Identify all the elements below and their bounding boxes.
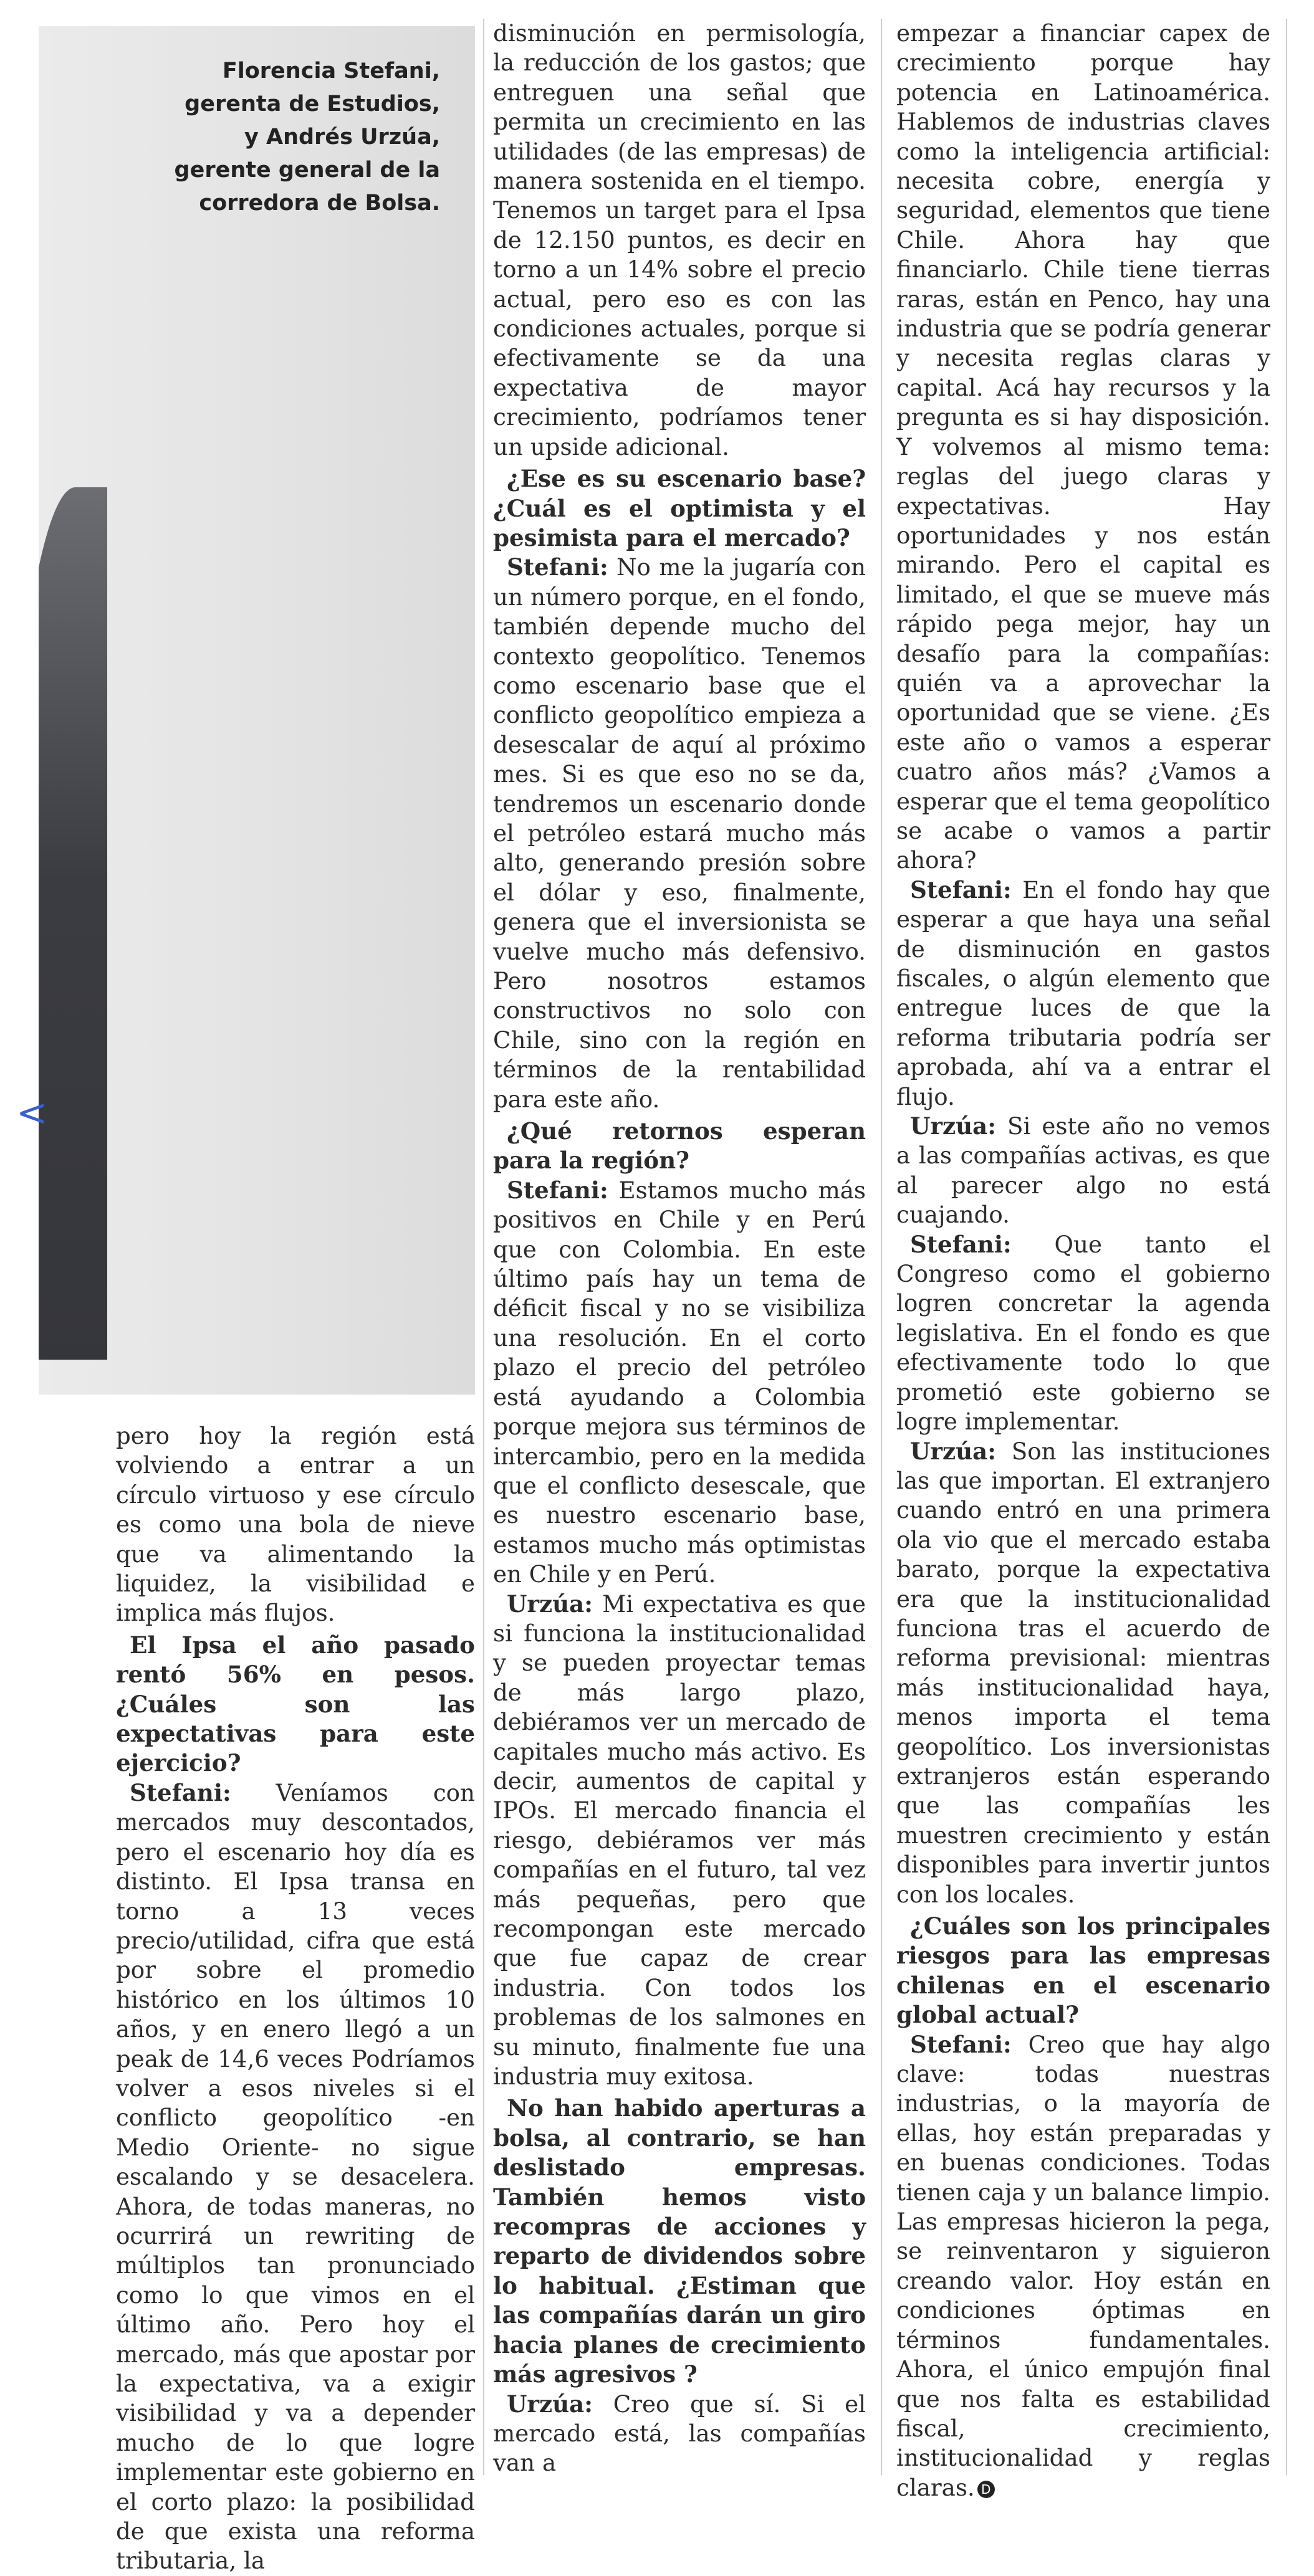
- speaker-name: Stefani:: [910, 875, 1012, 904]
- photo-suit-silhouette: [39, 487, 107, 1360]
- paragraph: empezar a financiar capex de crecimiento porque hay potencia en Latinoamérica. Hablemos de industrias claves como la inteligencia artificial: necesita cobre, energía y seguridad, elementos que tiene Chile. Ahora hay que financiarlo. Chile tiene tierras raras, están en Penco, hay una industria que se podría generar y necesita reglas claras y capital. Acá hay recursos y la pregunta es si hay disposición. Y volvemos al mismo tema: reglas del juego claras y expectativas. Hay oportunidades y nos están mirando. Pero el capital es limitado, el que se mueve más rápido pega mejor, hay un desafío para la compañías: quién va a aprovechar la oportunidad que se viene. ¿Es este año o vamos a esperar cuatro años más? ¿Vamos a esperar que el tema geopolítico se acabe o vamos a partir ahora?: [896, 19, 1270, 874]
- answer-text: Estamos mucho más positivos en Chile y en Perú que con Colombia. En este último país hay un tema de déficit fiscal y no se visibiliza una resolución. En el corto plazo el precio del petróleo está ayudando a Colombia porque mejora sus términos de intercambio, pero en la medida que el conflicto desescale, que es nuestro escenario base, estamos mucho más optimistas en Chile y en Perú.: [493, 1176, 866, 1588]
- interview-question: ¿Cuáles son los principales riesgos para las empresas chilenas en el escenario global actual?: [896, 1912, 1270, 2029]
- interview-answer: [493, 1590, 866, 2092]
- interview-answer: [896, 2030, 1270, 2503]
- interview-question: ¿Qué retornos esperan para la región?: [493, 1117, 866, 1175]
- column-divider: [1286, 19, 1287, 2475]
- speaker-name: Urzúa:: [507, 2390, 593, 2418]
- speaker-name: Urzúa:: [910, 1112, 997, 1140]
- previous-page-arrow-icon[interactable]: <: [16, 1091, 48, 1135]
- end-of-article-icon: D: [977, 2481, 995, 2498]
- answer-text: En el fondo hay que esperar a que haya una señal de disminución en gastos fiscales, o algún elemento que entregue luces de que la reforma tributaria podría ser aprobada, ahí va a entrar el flujo.: [896, 875, 1270, 1110]
- interview-answer: [896, 875, 1270, 1112]
- article-column-1: [116, 1421, 475, 2576]
- interview-question: No han habido aperturas a bolsa, al contrario, se han deslistado empresas. También hemos visto recompras de acciones y reparto de dividendos sobre lo habitual. ¿Estiman que las compañías darán un giro hacia planes de crecimiento más agresivos ?: [493, 2094, 866, 2388]
- interview-answer: [896, 1230, 1270, 1437]
- speaker-name: Urzúa:: [910, 1437, 997, 1465]
- column-divider: [881, 19, 882, 2475]
- paragraph: pero hoy la región está volviendo a entrar a un círculo virtuoso y ese círculo es como una bola de nieve que va alimentando la liquidez, la visibilidad e implica más flujos.: [116, 1422, 475, 1627]
- answer-text: Si este año no vemos a las compañías activas, es que al parecer algo no está cuajando.: [896, 1112, 1270, 1229]
- answer-text: Mi expectativa es que si funciona la institucionalidad y se pueden proyectar temas de más largo plazo, debiéramos ver un mercado de capitales mucho más activo. Es decir, aumentos de capital y IPOs. El mercado financia el riesgo, debiéramos ver más compañías en el futuro, tal vez más pequeñas, pero que recompongan este mercado que fue capaz de crear industria. Con todos los problemas de los salmones en su minuto, finalmente fue una industria muy exitosa.: [493, 1590, 866, 2091]
- interview-answer: [896, 1437, 1270, 1910]
- article-column-2: [493, 19, 866, 2478]
- speaker-name: Stefani:: [507, 1176, 608, 1204]
- interview-answer: [896, 1112, 1270, 1230]
- interview-question: ¿Ese es su escenario base? ¿Cuál es el optimista y el pesimista para el mercado?: [493, 465, 866, 551]
- interview-answer: [493, 1176, 866, 1590]
- speaker-name: Stefani:: [910, 1230, 1012, 1258]
- answer-text: Que tanto el Congreso como el gobierno logren concretar la agenda legislativa. En el fondo es que efectivamente todo lo que prometió este gobierno se logre implementar.: [896, 1230, 1270, 1436]
- speaker-name: Stefani:: [910, 2030, 1012, 2058]
- speaker-name: Stefani:: [507, 553, 608, 581]
- speaker-name: Urzúa:: [507, 1590, 593, 1618]
- interview-answer: [116, 1778, 475, 2576]
- interview-answer: [493, 553, 866, 1114]
- paragraph: disminución en permisología, la reducción de los gastos; que entreguen una señal que permita un crecimiento en las utilidades (de las empresas) de manera sostenida en el tiempo. Tenemos un target para el Ipsa de 12.150 puntos, es decir en torno a un 14% sobre el precio actual, pero eso es con las condiciones actuales, porque si efectivamente se da una expectativa de mayor crecimiento, podríamos tener un upside adicional.: [493, 19, 866, 460]
- article-column-3: [896, 19, 1270, 2502]
- answer-text: No me la jugaría con un número porque, en el fondo, también depende mucho del contexto geopolítico. Tenemos como escenario base que el conflicto geopolítico empieza a desescalar de aquí al próximo mes. Si es que eso no se da, tendremos un escenario donde el petróleo estará mucho más alto, generando presión sobre el dólar y eso, finalmente, genera que el inversionista se vuelve mucho más defensivo. Pero nosotros estamos constructivos no solo con Chile, sino con la región en términos de la rentabilidad para este año.: [493, 553, 866, 1113]
- interview-answer: [493, 2390, 866, 2478]
- article-photo: [39, 26, 475, 1395]
- answer-text: Son las instituciones las que importan. El extranjero cuando entró en una primera ola vio que el mercado estaba barato, porque la expectativa era que la institucionalidad funciona tras el acuerdo de reforma previsional: mientras más institucionalidad haya, menos importa el tema geopolítico. Los inversionistas extranjeros están esperando que las compañías les muestren crecimiento y están disponibles para invertir juntos con los locales.: [896, 1437, 1270, 1908]
- interview-question: El Ipsa el año pasado rentó 56% en pesos. ¿Cuáles son las expectativas para este ejercicio?: [116, 1631, 475, 1777]
- column-divider: [483, 19, 484, 2475]
- answer-text: Creo que hay algo clave: todas nuestras industrias, o la mayoría de ellas, hoy están preparadas y en buenas condiciones. Todas tienen caja y un balance limpio. Las empresas hicieron la pega, se reinventaron y siguieron creando valor. Hoy están en condiciones óptimas en términos fundamentales. Ahora, el único empujón final que nos falta es estabilidad fiscal, crecimiento, institucionalidad y reglas claras.: [896, 2030, 1270, 2501]
- answer-text: Veníamos con mercados muy descontados, pero el escenario hoy día es distinto. El Ipsa transa en torno a 13 veces precio/utilidad, cifra que está por sobre el promedio histórico en los últimos 10 años, y en enero llegó a un peak de 14,6 veces Podríamos volver a esos niveles si el conflicto geopolítico -en Medio Oriente- no sigue escalando y se desacelera. Ahora, de todas maneras, no ocurrirá un rewriting de múltiplos tan pronunciado como lo que vimos en el último año. Pero hoy el mercado, más que apostar por la expectativa, va a exigir visibilidad y va a depender mucho de lo que logre implementar este gobierno en el corto plazo: la posibilidad de que exista una reforma tributaria, la: [116, 1778, 475, 2575]
- photo-caption: Florencia Stefani, gerenta de Estudios, y Andrés Urzúa, gerente general de la corredora de Bolsa.: [174, 59, 440, 216]
- speaker-name: Stefani:: [130, 1778, 231, 1806]
- answer-text: Creo que sí. Si el mercado está, las compañías van a: [493, 2390, 866, 2477]
